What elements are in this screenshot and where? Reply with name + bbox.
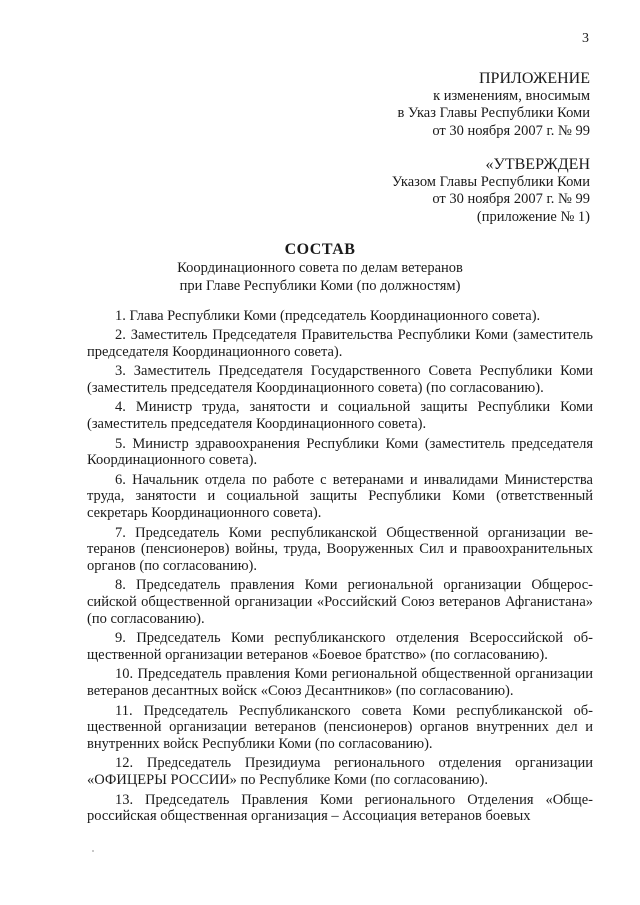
scan-speck [92,850,94,852]
appendix-line: к изменениям, вносимым [433,87,590,104]
list-item: 2. Заместитель Председателя Правительства Республики Коми (заместитель председателя Координационного совета). [87,327,593,361]
list-item: 11. Председатель Республиканского совета Коми республиканской общественной организации ветеранов (пенсионеров) органов внутренних дел и внутренних войск Республики Коми (по согласованию). [87,702,593,753]
appendix-block [270,70,590,140]
list-item: 6. Начальник отдела по работе с ветеранами и инвалидами Министерства труда, занятости и социальной защиты Республики Коми (ответственный секретарь Координационного совета). [87,471,593,522]
page-number: 3 [582,31,589,46]
approved-line: от 30 ноября 2007 г. № 99 [432,191,590,207]
appendix-title: ПРИЛОЖЕНИЕ [478,70,590,87]
document-title: СОСТАВ [284,241,356,258]
list-item: 13. Председатель Правления Коми регионального Отделения «Общероссийская общественная организация – Ассоциация ветеранов боевых [87,791,593,825]
approved-line: Указом Главы Республики Коми [391,173,590,190]
list-item: 8. Председатель правления Коми региональной организации Общероссийской общественной организации «Российский Союз ветеранов Афганистана» (по согласованию). [87,577,593,628]
document-subtitle-line: Координационного совета по делам ветеранов [177,260,463,276]
list-item: 7. Председатель Коми республиканской Общественной организации ветеранов (пенсионеров) войны, труда, Вооруженных Сил и правоохранительных органов (по согласованию). [87,524,593,575]
list-item: 4. Министр труда, занятости и социальной защиты Республики Коми (заместитель председателя Координационного совета). [87,399,593,433]
approved-block [270,156,590,226]
member-list [87,308,593,828]
list-item: 9. Председатель Коми республиканского отделения Всероссийской общественной организации ветеранов «Боевое братство» (по согласованию). [87,630,593,664]
list-item: 3. Заместитель Председателя Государственного Совета Республики Коми (заместитель председателя Координационного совета) (по согласованию). [87,363,593,397]
list-item: 5. Министр здравоохранения Республики Коми (заместитель председателя Координационного совета). [87,435,593,469]
list-item: 12. Председатель Президиума регионального отделения организации «ОФИЦЕРЫ РОССИИ» по Республике Коми (по согласованию). [87,755,593,789]
document-subtitle-line: при Главе Республики Коми (по должностям) [179,277,461,294]
list-item: 1. Глава Республики Коми (председатель Координационного совета). [115,308,541,324]
appendix-line: в Указ Главы Республики Коми [397,105,590,121]
approved-line: (приложение № 1) [476,208,590,225]
approved-title: «УТВЕРЖДЕН [485,156,590,173]
heading-block [0,240,640,295]
list-item: 10. Председатель правления Коми региональной общественной организации ветеранов десантных войск «Союз Десантников» (по согласованию). [87,666,593,700]
appendix-line: от 30 ноября 2007 г. № 99 [432,122,590,139]
